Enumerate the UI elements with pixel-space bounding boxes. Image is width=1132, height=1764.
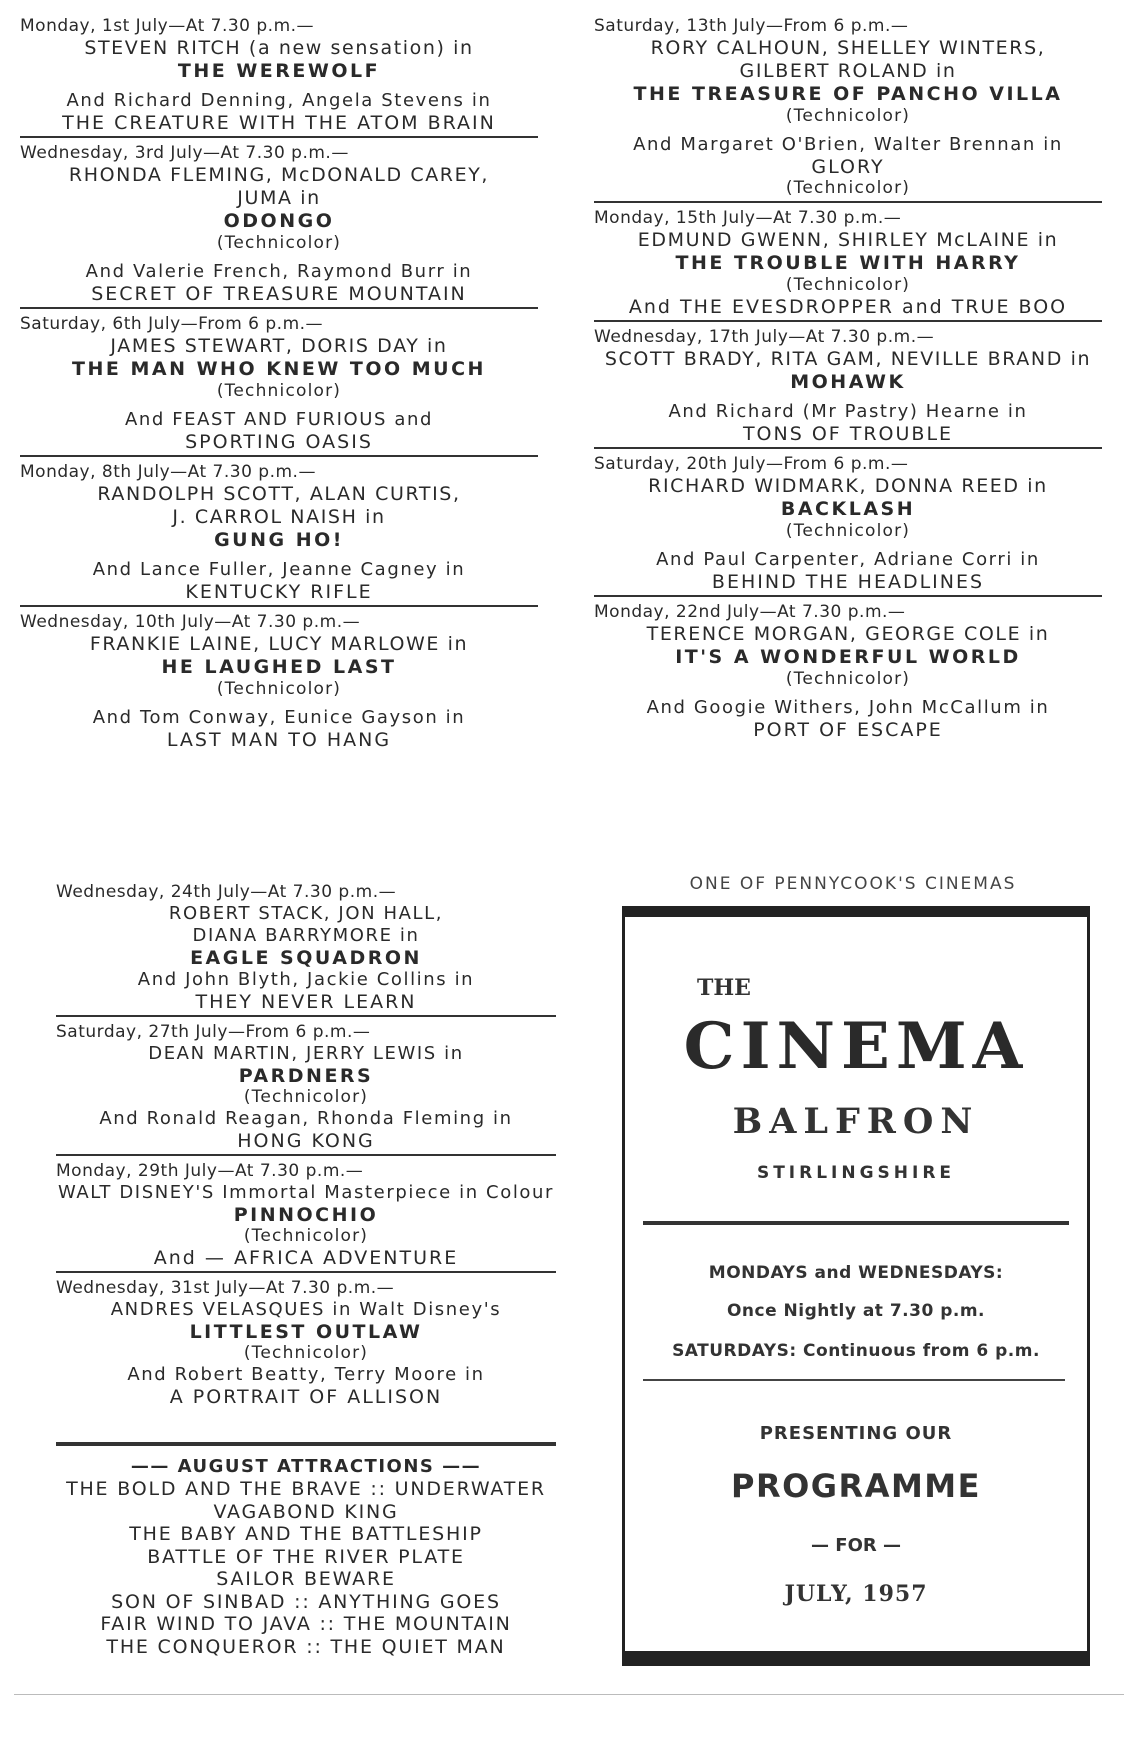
programme-entry: [56, 880, 556, 1017]
technicolor-note: (Technicolor): [216, 233, 342, 253]
programme-entry: [20, 14, 538, 138]
technicolor-note: (Technicolor): [216, 381, 342, 401]
support-cast: And FEAST AND FURIOUS and: [124, 409, 434, 430]
show-date: Saturday, 20th July—From 6 p.m.—: [594, 454, 909, 474]
main-feature-title: LITTLEST OUTLAW: [189, 1321, 423, 1343]
main-cast: ROBERT STACK, JON HALL,: [168, 903, 444, 924]
support-feature-title: KENTUCKY RIFLE: [185, 581, 373, 603]
technicolor-note: (Technicolor): [785, 275, 911, 295]
main-feature-title: THE MAN WHO KNEW TOO MUCH: [72, 358, 486, 380]
august-film: BATTLE OF THE RIVER PLATE: [147, 1545, 465, 1568]
support-feature-title: SECRET OF TREASURE MOUNTAIN: [91, 283, 467, 305]
main-feature-title: IT'S A WONDERFUL WORLD: [675, 646, 1021, 668]
show-date: Saturday, 13th July—From 6 p.m.—: [594, 16, 909, 36]
technicolor-note: (Technicolor): [785, 669, 911, 689]
main-feature-title: THE TREASURE OF PANCHO VILLA: [633, 83, 1063, 105]
for-label: — FOR —: [811, 1535, 901, 1556]
programme-entry: [594, 206, 1102, 322]
august-film: SAILOR BEWARE: [216, 1568, 396, 1590]
cover-card: [622, 906, 1090, 1666]
schedule-saturdays: SATURDAYS: Continuous from 6 p.m.: [672, 1341, 1040, 1361]
support-feature-title: And — AFRICA ADVENTURE: [153, 1247, 459, 1269]
support-feature-title: PORT OF ESCAPE: [753, 719, 943, 741]
august-heading: —— AUGUST ATTRACTIONS ——: [130, 1456, 482, 1477]
support-cast: And Richard (Mr Pastry) Hearne in: [668, 401, 1028, 422]
presenting-label: PRESENTING OUR: [759, 1423, 953, 1444]
programme-entry: [56, 1159, 556, 1273]
programme-entry: [594, 452, 1102, 597]
town-name: BALFRON: [732, 1101, 980, 1142]
show-date: Monday, 15th July—At 7.30 p.m.—: [594, 208, 902, 228]
main-cast: EDMUND GWENN, SHIRLEY McLAINE in: [637, 229, 1059, 251]
main-cast: RANDOLPH SCOTT, ALAN CURTIS,: [97, 483, 461, 505]
main-cast: FRANKIE LAINE, LUCY MARLOWE in: [89, 633, 469, 655]
technicolor-note: (Technicolor): [243, 1343, 369, 1363]
support-feature-title: TONS OF TROUBLE: [742, 423, 954, 445]
august-film: SON OF SINBAD :: ANYTHING GOES: [111, 1590, 501, 1613]
show-date: Wednesday, 3rd July—At 7.30 p.m.—: [20, 143, 349, 163]
programme-entry: [594, 325, 1102, 449]
support-cast: And Margaret O'Brien, Walter Brennan in: [633, 134, 1063, 155]
august-film: THE CONQUEROR :: THE QUIET MAN: [106, 1635, 506, 1658]
main-feature-title: MOHAWK: [790, 371, 906, 393]
august-film: FAIR WIND TO JAVA :: THE MOUNTAIN: [100, 1613, 512, 1635]
show-date: Monday, 29th July—At 7.30 p.m.—: [56, 1161, 364, 1181]
august-film: VAGABOND KING: [213, 1500, 399, 1523]
cover-divider: [643, 1379, 1065, 1381]
technicolor-note: (Technicolor): [785, 106, 911, 126]
technicolor-note: (Technicolor): [216, 679, 342, 699]
card-top-border: [625, 909, 1087, 917]
support-feature-title: And THE EVESDROPPER and TRUE BOO: [628, 296, 1068, 318]
main-feature-title: BACKLASH: [780, 498, 916, 520]
support-feature-title: LAST MAN TO HANG: [166, 729, 392, 751]
cover-divider: [643, 1221, 1069, 1225]
main-cast: GILBERT ROLAND in: [739, 60, 957, 82]
schedule-column-right: [594, 14, 1102, 746]
show-date: Monday, 22nd July—At 7.30 p.m.—: [594, 602, 906, 622]
main-cast: DEAN MARTIN, JERRY LEWIS in: [148, 1043, 464, 1064]
main-cast: J. CARROL NAISH in: [172, 506, 386, 528]
card-bottom-border: [625, 1651, 1087, 1663]
support-feature-title: THE CREATURE WITH THE ATOM BRAIN: [62, 112, 496, 134]
technicolor-note: (Technicolor): [243, 1087, 369, 1107]
programme-entry: [20, 460, 538, 607]
schedule-weekdays: MONDAYS and WEDNESDAYS:: [708, 1263, 1004, 1283]
august-attractions: [56, 1442, 556, 1658]
support-feature-title: THEY NEVER LEARN: [195, 991, 417, 1013]
support-cast: And Richard Denning, Angela Stevens in: [66, 90, 492, 111]
technicolor-note: (Technicolor): [785, 178, 911, 198]
technicolor-note: (Technicolor): [785, 521, 911, 541]
support-feature-title: SPORTING OASIS: [185, 431, 373, 453]
august-list: [56, 1478, 556, 1658]
main-cast: STEVEN RITCH (a new sensation) in: [84, 37, 474, 59]
schedule-column-lower: [56, 880, 556, 1413]
main-cast: DIANA BARRYMORE in: [192, 925, 420, 946]
main-feature-title: ODONGO: [223, 210, 335, 232]
main-cast: SCOTT BRADY, RITA GAM, NEVILLE BRAND in: [604, 348, 1092, 370]
support-cast: And Valerie French, Raymond Burr in: [85, 261, 473, 282]
main-feature-title: THE WEREWOLF: [177, 60, 381, 82]
support-cast: And Tom Conway, Eunice Gayson in: [92, 707, 466, 728]
show-date: Saturday, 6th July—From 6 p.m.—: [20, 314, 324, 334]
show-date: Wednesday, 31st July—At 7.30 p.m.—: [56, 1278, 395, 1298]
support-cast: And Paul Carpenter, Adriane Corri in: [656, 549, 1040, 570]
support-feature-title: BEHIND THE HEADLINES: [711, 571, 985, 593]
programme-entry: [20, 141, 538, 309]
programme-entry: [20, 312, 538, 457]
main-cast: JUMA in: [237, 187, 321, 209]
support-cast: And Robert Beatty, Terry Moore in: [127, 1364, 485, 1385]
main-feature-title: PARDNERS: [238, 1065, 374, 1087]
main-cast: WALT DISNEY'S Immortal Masterpiece in Colour: [57, 1182, 555, 1203]
main-cast: RHONDA FLEMING, McDONALD CAREY,: [68, 164, 490, 186]
august-film: THE BOLD AND THE BRAVE :: UNDERWATER: [66, 1478, 546, 1500]
main-feature-title: HE LAUGHED LAST: [161, 656, 397, 678]
main-cast: RORY CALHOUN, SHELLEY WINTERS,: [650, 37, 1046, 59]
programme-entry: [56, 1276, 556, 1410]
main-feature-title: EAGLE SQUADRON: [190, 947, 422, 969]
main-cast: ANDRES VELASQUES in Walt Disney's: [110, 1299, 502, 1320]
show-date: Monday, 1st July—At 7.30 p.m.—: [20, 16, 315, 36]
schedule-column-left: [20, 14, 538, 756]
support-cast: And Googie Withers, John McCallum in: [646, 697, 1050, 718]
show-date: Wednesday, 17th July—At 7.30 p.m.—: [594, 327, 935, 347]
programme-month: JULY, 1957: [784, 1581, 928, 1607]
main-feature-title: GUNG HO!: [214, 529, 344, 551]
brand-line: ONE OF PENNYCOOK'S CINEMAS: [689, 874, 1017, 894]
programme-entry: [594, 600, 1102, 743]
support-feature-title: GLORY: [811, 156, 885, 178]
programme-label: PROGRAMME: [730, 1467, 981, 1505]
main-cast: JAMES STEWART, DORIS DAY in: [110, 335, 448, 357]
cover-the: THE: [697, 975, 751, 1001]
schedule-nightly: Once Nightly at 7.30 p.m.: [726, 1301, 986, 1321]
county-name: STIRLINGSHIRE: [756, 1163, 956, 1183]
page-bottom-rule: [14, 1694, 1124, 1695]
support-cast: And Lance Fuller, Jeanne Cagney in: [92, 559, 466, 580]
support-cast: And John Blyth, Jackie Collins in: [137, 969, 475, 990]
main-feature-title: THE TROUBLE WITH HARRY: [675, 252, 1021, 274]
support-feature-title: HONG KONG: [237, 1130, 375, 1152]
technicolor-note: (Technicolor): [243, 1226, 369, 1246]
cinema-name: CINEMA: [683, 1009, 1029, 1084]
programme-entry: [20, 610, 538, 753]
main-feature-title: PINNOCHIO: [233, 1204, 379, 1226]
main-cast: TERENCE MORGAN, GEORGE COLE in: [646, 623, 1050, 645]
support-feature-title: A PORTRAIT OF ALLISON: [169, 1386, 443, 1408]
show-date: Wednesday, 10th July—At 7.30 p.m.—: [20, 612, 361, 632]
support-cast: And Ronald Reagan, Rhonda Fleming in: [99, 1108, 513, 1129]
show-date: Monday, 8th July—At 7.30 p.m.—: [20, 462, 316, 482]
show-date: Wednesday, 24th July—At 7.30 p.m.—: [56, 882, 397, 902]
programme-entry: [594, 14, 1102, 203]
programme-entry: [56, 1020, 556, 1156]
main-cast: RICHARD WIDMARK, DONNA REED in: [648, 475, 1048, 497]
august-film: THE BABY AND THE BATTLESHIP: [129, 1523, 483, 1545]
show-date: Saturday, 27th July—From 6 p.m.—: [56, 1022, 371, 1042]
